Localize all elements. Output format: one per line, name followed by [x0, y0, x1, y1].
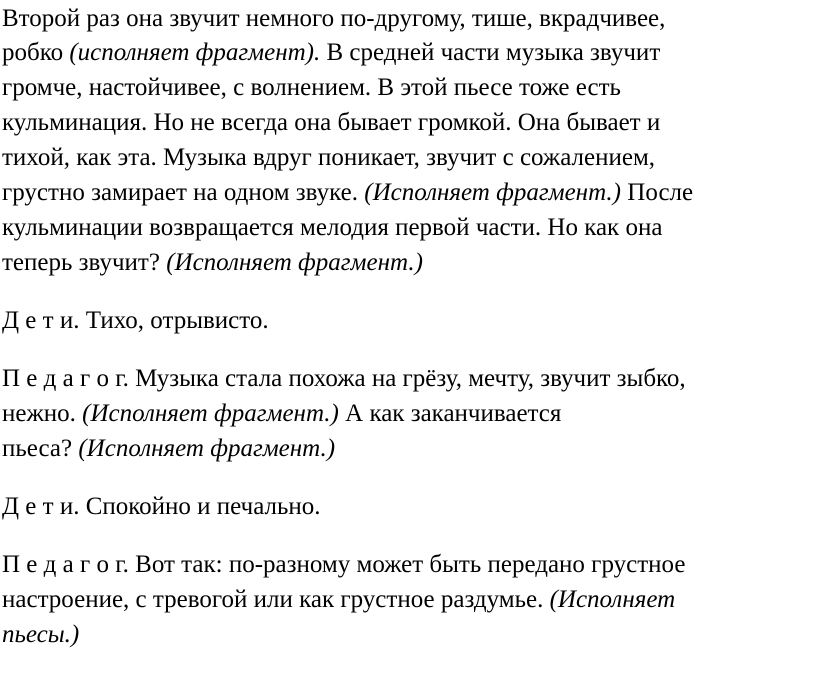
- text-span: робко: [2, 39, 70, 66]
- text-line: [2, 583, 675, 617]
- text-line: [2, 246, 423, 280]
- text-line: [2, 2, 665, 36]
- text-span: . Тихо, отрывисто.: [73, 307, 269, 334]
- text-line: [2, 362, 686, 396]
- text-line: [2, 36, 660, 70]
- text-span: тихой, как эта. Музыка вдруг поникает, звучит с сожалением,: [2, 144, 656, 171]
- text-span: громче, настойчивее, с волнением. В этой пьесе тоже есть: [2, 74, 621, 101]
- text-line: [2, 71, 621, 105]
- text-line: [2, 141, 655, 175]
- speaker-label: П е д а г о г: [2, 365, 123, 392]
- text-span: После: [621, 179, 694, 206]
- text-span: грустно замирает на одном звуке.: [2, 179, 365, 206]
- text-line: [2, 106, 660, 140]
- speaker-label: Д е т и: [2, 307, 74, 334]
- text-span: А как заканчивается: [338, 400, 562, 427]
- text-span: . Вот так: по-разному может быть передано грустное: [122, 551, 686, 578]
- text-span: В средней части музыка звучит: [320, 39, 661, 66]
- speaker-label: Д е т и: [2, 493, 74, 520]
- text-span: теперь звучит?: [2, 249, 167, 276]
- text-span: Второй раз она звучит немного по-другому, тише, вкрадчивее,: [2, 5, 666, 32]
- stage-direction: (исполняет фрагмент).: [69, 39, 321, 66]
- text-line: [2, 397, 561, 431]
- text-line: [2, 490, 321, 524]
- text-span: кульминации возвращается мелодия первой части. Но как она: [2, 214, 663, 241]
- text-span: . Музыка стала похожа на грёзу, мечту, звучит зыбко,: [122, 365, 686, 392]
- text-span: настроение, с тревогой или как грустное раздумье.: [2, 586, 550, 613]
- text-span: . Спокойно и печально.: [73, 493, 321, 520]
- stage-direction: (Исполняет фрагмент.): [364, 179, 622, 206]
- text-span: пьеса?: [2, 435, 79, 462]
- text-line: [2, 304, 269, 338]
- stage-direction: пьесы.): [2, 621, 80, 648]
- text-span: нежно.: [2, 400, 83, 427]
- stage-direction: (Исполняет фрагмент.): [166, 249, 423, 276]
- stage-direction: (Исполняет фрагмент.): [78, 435, 336, 462]
- stage-direction: (Исполняет фрагмент.): [82, 400, 339, 427]
- stage-direction: (Исполняет: [549, 586, 676, 613]
- text-line: [2, 618, 79, 652]
- text-span: кульминация. Но не всегда она бывает громкой. Она бывает и: [2, 109, 661, 136]
- speaker-label: П е д а г о г: [2, 551, 123, 578]
- text-line: [2, 548, 685, 582]
- text-line: [2, 432, 335, 466]
- text-line: [2, 211, 662, 245]
- text-line: [2, 176, 693, 210]
